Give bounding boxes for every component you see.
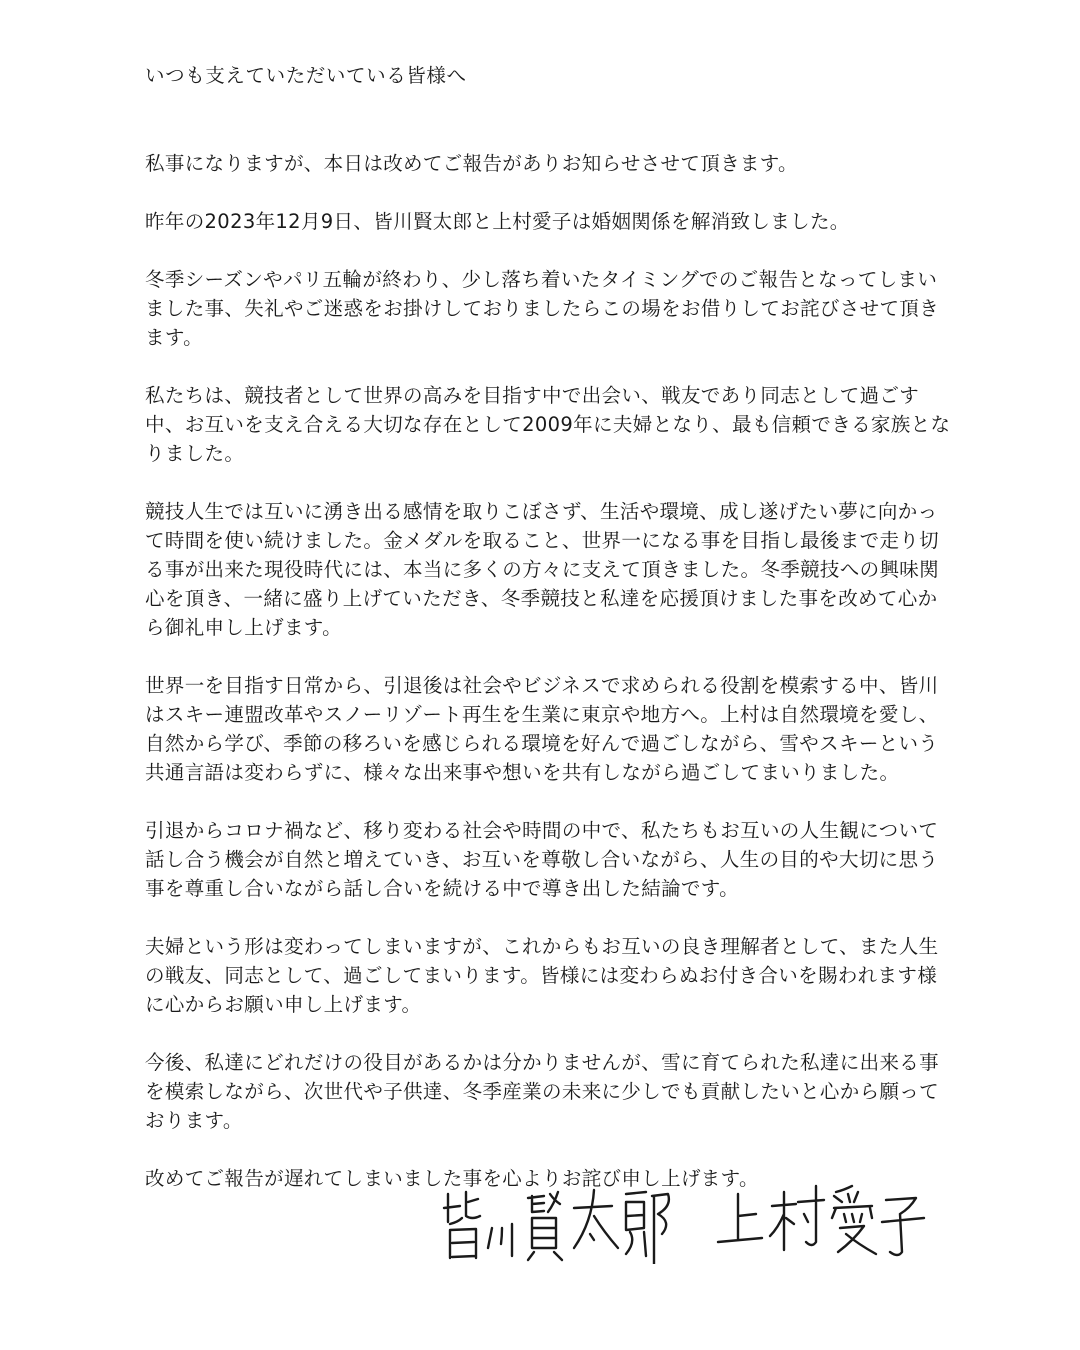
letter-paragraph: 昨年の2023年12月9日、皆川賢太郎と上村愛子は婚姻関係を解消致しました。 bbox=[145, 210, 850, 233]
letter-greeting: いつも支えていただいている皆様へ bbox=[145, 64, 467, 87]
letter-paragraph: 引退からコロナ禍など、移り変わる社会や時間の中で、私たちもお互いの人生観について話し合う機会が自然と増えていき、お互いを尊敬し合いながら、人生の目的や大切に思う事を尊重し合いながら話し合いを続ける中で導き出した結論です。 bbox=[145, 819, 939, 900]
letter-paragraph: 私事になりますが、本日は改めてご報告がありお知らせさせて頂きます。 bbox=[145, 152, 798, 175]
signature-minagawa bbox=[440, 1172, 680, 1264]
letter-paragraph: 夫婦という形は変わってしまいますが、これからもお互いの良き理解者として、また人生の戦友、同志として、過ごしてまいります。皆様には変わらぬお付き合いを賜われます様に心からお願い申し上げます。 bbox=[145, 935, 939, 1016]
letter-paragraph: 世界一を目指す日常から、引退後は社会やビジネスで求められる役割を模索する中、皆川はスキー連盟改革やスノーリゾート再生を生業に東京や地方へ。上村は自然環境を愛し、自然から学び、季節の移ろいを感じられる環境を好んで過ごしながら、雪やスキーという共通言語は変わらずに、様々な出来事や想いを共有しながら過ごしてまいりました。 bbox=[145, 674, 939, 784]
letter-body bbox=[145, 60, 955, 1222]
letter-paragraph: 冬季シーズンやパリ五輪が終わり、少し落ち着いたタイミングでのご報告となってしまいました事、失礼やご迷惑をお掛けしておりましたらこの場をお借りしてお詫びさせて頂きます。 bbox=[145, 268, 940, 349]
letter-paragraph: 競技人生では互いに湧き出る感情を取りこぼさず、生活や環境、成し遂げたい夢に向かって時間を使い続けました。金メダルを取ること、世界一になる事を目指し最後まで走り切る事が出来た現役時代には、本当に多くの方々に支えて頂きました。冬季競技への興味関心を頂き、一緒に盛り上げていただき、冬季競技と私達を応援頂けました事を改めて心から御礼申し上げます。 bbox=[145, 500, 940, 639]
signature-uemura bbox=[712, 1172, 932, 1264]
letter-paragraph: 今後、私達にどれだけの役目があるかは分かりませんが、雪に育てられた私達に出来る事を模索しながら、次世代や子供達、冬季産業の未来に少しでも貢献したいと心から願っております。 bbox=[145, 1051, 940, 1132]
letter-paragraph: 改めてご報告が遅れてしまいました事を心よりお詫び申し上げます。 bbox=[145, 1167, 759, 1190]
signatures bbox=[440, 1172, 960, 1264]
letter-paragraph: 私たちは、競技者として世界の高みを目指す中で出会い、戦友であり同志として過ごす中、お互いを支え合える大切な存在として2009年に夫婦となり、最も信頼できる家族となりました。 bbox=[145, 384, 951, 465]
